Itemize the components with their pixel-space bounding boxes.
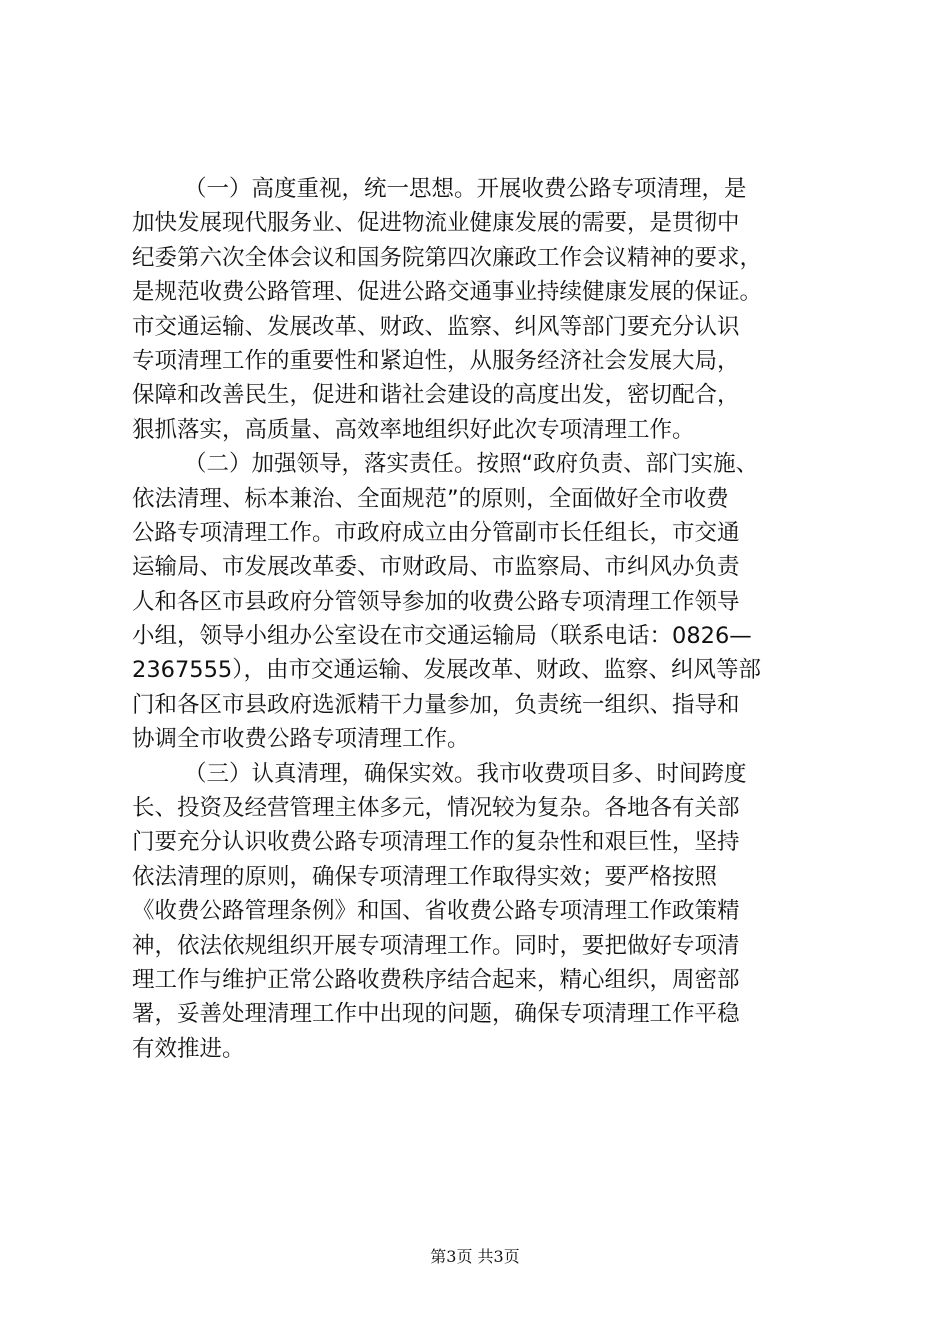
text-line: 2367555），由市交通运输、发展改革、财政、监察、纠风等部 bbox=[132, 657, 761, 684]
text-line: 依法清理、标本兼治、全面规范”的原则，全面做好全市收费 bbox=[132, 485, 729, 512]
paragraph-1 bbox=[132, 172, 822, 447]
page-number: 第3页 共3页 bbox=[430, 1247, 520, 1266]
paragraph-2 bbox=[132, 447, 822, 757]
text-line: 市交通运输、发展改革、财政、监察、纠风等部门要充分认识 bbox=[132, 313, 740, 340]
text-line: 是规范收费公路管理、促进公路交通事业持续健康发展的保证。 bbox=[132, 279, 763, 306]
page-footer bbox=[0, 1244, 950, 1267]
text-line: 专项清理工作的重要性和紧迫性，从服务经济社会发展大局， bbox=[132, 347, 740, 374]
text-line: 长、投资及经营管理主体多元，情况较为复杂。各地各有关部 bbox=[132, 795, 740, 822]
text-line: 协调全市收费公路专项清理工作。 bbox=[132, 726, 470, 753]
text-line: 神，依法依规组织开展专项清理工作。同时，要把做好专项清 bbox=[132, 932, 740, 959]
text-line: 门要充分认识收费公路专项清理工作的复杂性和艰巨性，坚持 bbox=[132, 829, 740, 856]
text-line: 《收费公路管理条例》和国、省收费公路专项清理工作政策精 bbox=[132, 898, 740, 925]
text-line: 理工作与维护正常公路收费秩序结合起来，精心组织，周密部 bbox=[132, 966, 740, 993]
text-line: 运输局、市发展改革委、市财政局、市监察局、市纠风办负责 bbox=[132, 554, 740, 581]
text-line: （一）高度重视，统一思想。开展收费公路专项清理，是 bbox=[184, 176, 747, 202]
text-line: 保障和改善民生，促进和谐社会建设的高度出发，密切配合， bbox=[132, 382, 740, 409]
document-body bbox=[132, 172, 822, 1066]
text-line: 公路专项清理工作。市政府成立由分管副市长任组长，市交通 bbox=[132, 519, 740, 546]
text-line: 依法清理的原则，确保专项清理工作取得实效；要严格按照 bbox=[132, 863, 718, 890]
text-line: 门和各区市县政府选派精干力量参加，负责统一组织、指导和 bbox=[132, 691, 740, 718]
text-line: 纪委第六次全体会议和国务院第四次廉政工作会议精神的要求， bbox=[132, 244, 763, 271]
paragraph-3 bbox=[132, 757, 822, 1067]
text-line: 狠抓落实，高质量、高效率地组织好此次专项清理工作。 bbox=[132, 416, 695, 443]
text-line: 有效推进。 bbox=[132, 1035, 245, 1062]
text-line: （三）认真清理，确保实效。我市收费项目多、时间跨度 bbox=[184, 760, 747, 787]
text-line: 署，妥善处理清理工作中出现的问题，确保专项清理工作平稳 bbox=[132, 1001, 740, 1028]
text-line: 小组，领导小组办公室设在市交通运输局（联系电话：0826— bbox=[132, 623, 752, 650]
text-line: 人和各区市县政府分管领导参加的收费公路专项清理工作领导 bbox=[132, 588, 740, 615]
text-line: （二）加强领导，落实责任。按照“政府负责、部门实施、 bbox=[184, 451, 759, 478]
text-line: 加快发展现代服务业、促进物流业健康发展的需要，是贯彻中 bbox=[132, 210, 740, 237]
